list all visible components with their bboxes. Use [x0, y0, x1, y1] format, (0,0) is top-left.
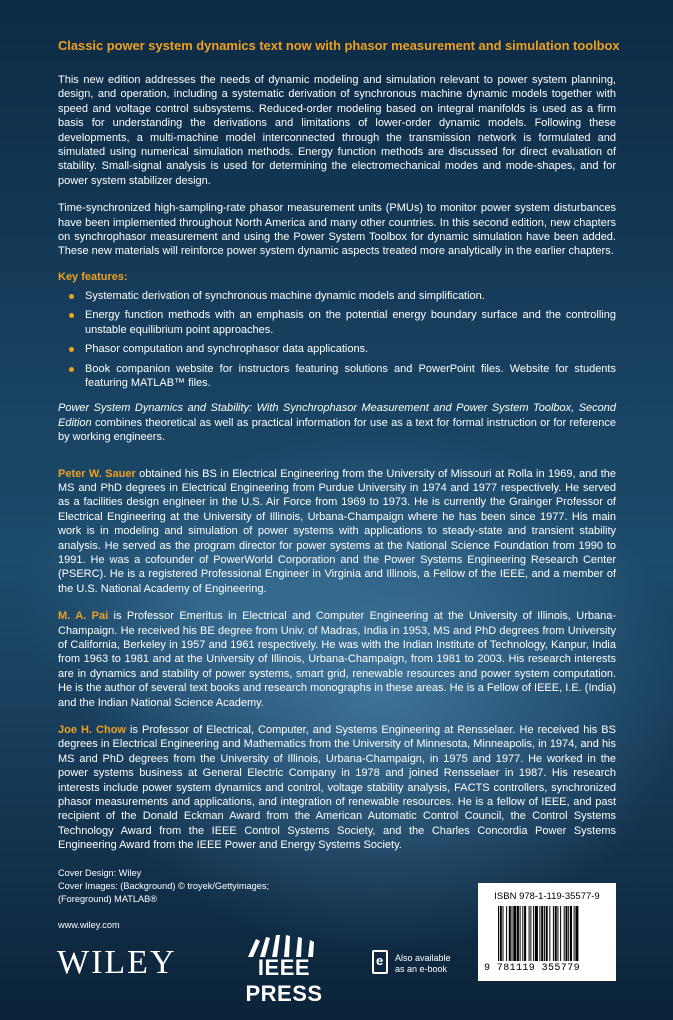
barcode-bar	[539, 906, 540, 961]
barcode-bar	[530, 906, 531, 961]
author-name: M. A. Pai	[58, 610, 109, 623]
barcode-bar	[513, 906, 516, 961]
author-bio-sauer: Peter W. Sauer obtained his BS in Electrical Engineering from the University of Missouri at Rolla in 1969, and the MS and PhD degrees in Electrical Engineering from Purdue University in 1974 and 1977 respectively. He served as a facilities design engineer in the U.S. Air Force from 1969 to 1973. He is currently the Grainger Professor of Electrical Engineering at the University of Illinois, Urbana-Champaign where he has been since 1977. His main work is in modeling and simulation of power systems with applications to steady-state and transient stability analysis. He served as the program director for power systems at the National Science Foundation from 1990 to 1991. He was a cofounder of PowerWorld Corporation and the Power Systems Engineering Research Center (PSERC). He is a registered Professional Engineer in Virginia and Illinois, a Fellow of the IEEE, and a member of the U.S. National Academy of Engineering.	[58, 467, 616, 595]
list-item: Book companion website for instructors featuring solutions and PowerPoint files. Website for students featuring MATLAB™ files.	[58, 362, 616, 391]
barcode-bar	[509, 906, 511, 961]
barcode-bar	[574, 906, 575, 961]
cover-credits: Cover Design: Wiley Cover Images: (Background) © troyek/Gettyimages; (Foreground) MATLAB®	[58, 868, 270, 904]
website-link[interactable]: www.wiley.com	[58, 920, 120, 930]
key-features-list	[58, 289, 616, 390]
intro-paragraph-1: This new edition addresses the needs of dynamic modeling and simulation relevant to power system planning, design, and operation, including a systematic derivation of synchronous machine dynamic models together with speed and voltage control subsystems. Reduced-order modeling based on integral manifolds is used as a firm basis for understanding the derivations and limitations of lower-order dynamic models. Following these developments, a multi-machine model interconnected through the transmission network is formulated and simulated using numerical simulation methods. Energy function methods are discussed for direct evaluation of stability. Small-signal analysis is used for determining the electromechanical modes and mode-shapes, and for power system stabilizer design.	[58, 74, 616, 187]
closing-paragraph: Power System Dynamics and Stability: With Synchrophasor Measurement and Power System Toolbox, Second Edition combines theoretical as well as practical information for use as a text for formal instruction or for reference by working engineers.	[58, 402, 616, 444]
bullet-icon	[69, 313, 74, 318]
author-bio-pai: M. A. Pai is Professor Emeritus in Electrical and Computer Engineering at the University of Illinois, Urbana-Champaign. He received his BE degree from Univ. of Madras, India in 1953, MS and PhD degrees from University of California, Berkeley in 1957 and 1961 respectively. He was with the Indian Institute of Technology, Kanpur, India from 1963 to 1981 and at the University of Illinois, Urbana-Champaign, from 1981 to 2003. His research interests are in dynamics and stability of power systems, smart grid, renewable resources and power system computation. He is the author of several text books and research monographs in these areas. He is a Fellow of IEEE, I.E. (India) and the Indian National Science Academy.	[58, 610, 616, 709]
back-cover-content	[58, 38, 620, 853]
barcode-bar	[568, 906, 569, 961]
bullet-icon	[69, 347, 74, 352]
ieee-rays-icon	[218, 935, 350, 957]
barcode-bar	[517, 906, 519, 961]
book-title: Power System Dynamics and Stability: With Synchrophasor Measurement and Power System Toolbox, Second Edition	[58, 402, 616, 429]
author-name: Joe H. Chow	[58, 724, 126, 737]
barcode-bar	[512, 906, 513, 961]
key-features-heading: Key features:	[58, 270, 128, 283]
wiley-logo: WILEY	[57, 944, 177, 981]
barcode-bar	[560, 906, 561, 961]
list-item: Energy function methods with an emphasis on the potential energy boundary surface and the controlling unstable equilibrium point approaches.	[58, 308, 616, 337]
barcode-bar	[520, 906, 521, 961]
intro-paragraph-2: Time-synchronized high-sampling-rate phasor measurement units (PMUs) to monitor power system disturbances have been implemented throughout North America and many other countries. In this second edition, new chapters on synchrophasor measurement and using the Power System Toolbox for dynamic simulation have been added. These new materials will reinforce power system dynamic aspects treated more analytically in the earlier chapters.	[58, 202, 616, 258]
barcode-bar	[503, 906, 504, 961]
list-item: Systematic derivation of synchronous machine dynamic models and simplification.	[58, 289, 616, 303]
barcode-bar	[506, 906, 507, 961]
barcode-bar	[557, 906, 558, 961]
barcode-bar	[541, 906, 543, 961]
list-item: Phasor computation and synchrophasor data applications.	[58, 342, 616, 356]
bullet-icon	[69, 367, 74, 372]
barcode-bar	[575, 906, 578, 961]
ebook-icon	[372, 950, 388, 974]
barcode-icon	[498, 906, 602, 961]
barcode-bar	[546, 906, 548, 961]
barcode-bar	[524, 906, 526, 961]
ieee-press-text: IEEE PRESS	[245, 955, 323, 1006]
barcode-bar	[535, 906, 538, 961]
bullet-icon	[69, 294, 74, 299]
isbn-block	[478, 883, 616, 981]
barcode-bar	[564, 906, 565, 961]
barcode-bar	[570, 906, 572, 961]
barcode-bar	[529, 906, 530, 961]
barcode-bar	[498, 906, 499, 961]
headline: Classic power system dynamics text now with phasor measurement and simulation toolbox	[58, 38, 620, 53]
barcode-bar	[549, 906, 550, 961]
author-name: Peter W. Sauer	[58, 467, 136, 480]
barcode-bar	[533, 906, 534, 961]
author-bio-chow: Joe H. Chow is Professor of Electrical, Computer, and Systems Engineering at Rensselaer. He received his BS degrees in Electrical Engineering and Mathematics from the University of Minnesota, Minneapolis, in 1974, and his MS and PhD degrees from the University of Illinois, Urbana-Champaign, in 1975 and 1977. He worked in the power systems business at General Electric Company in 1978 and joined Rensselaer in 1987. His research interests include power system dynamics and control, voltage stability analysis, FACTS controllers, synchronized phasor measurements and applications, and integration of renewable resources. He is a fellow of IEEE, and past recipient of the Donald Eckman Award from the American Automatic Control Council, the Control Systems Technology Award from the IEEE Control Systems Society, and the Charles Concordia Power Systems Engineering Award from the IEEE Power and Energy Systems Society.	[58, 724, 616, 852]
barcode-bar	[566, 906, 568, 961]
ieee-press-logo	[218, 935, 350, 1006]
barcode-bar	[553, 906, 554, 961]
barcode-bar	[555, 906, 557, 961]
ebook-note: Also available as an e-book	[395, 953, 451, 974]
isbn-label: ISBN 978-1-119-35577-9	[494, 891, 600, 902]
barcode-bar	[544, 906, 545, 961]
barcode-digits: 9 781119 355779	[484, 963, 581, 974]
barcode-bar	[522, 906, 523, 961]
barcode-bar	[500, 906, 502, 961]
